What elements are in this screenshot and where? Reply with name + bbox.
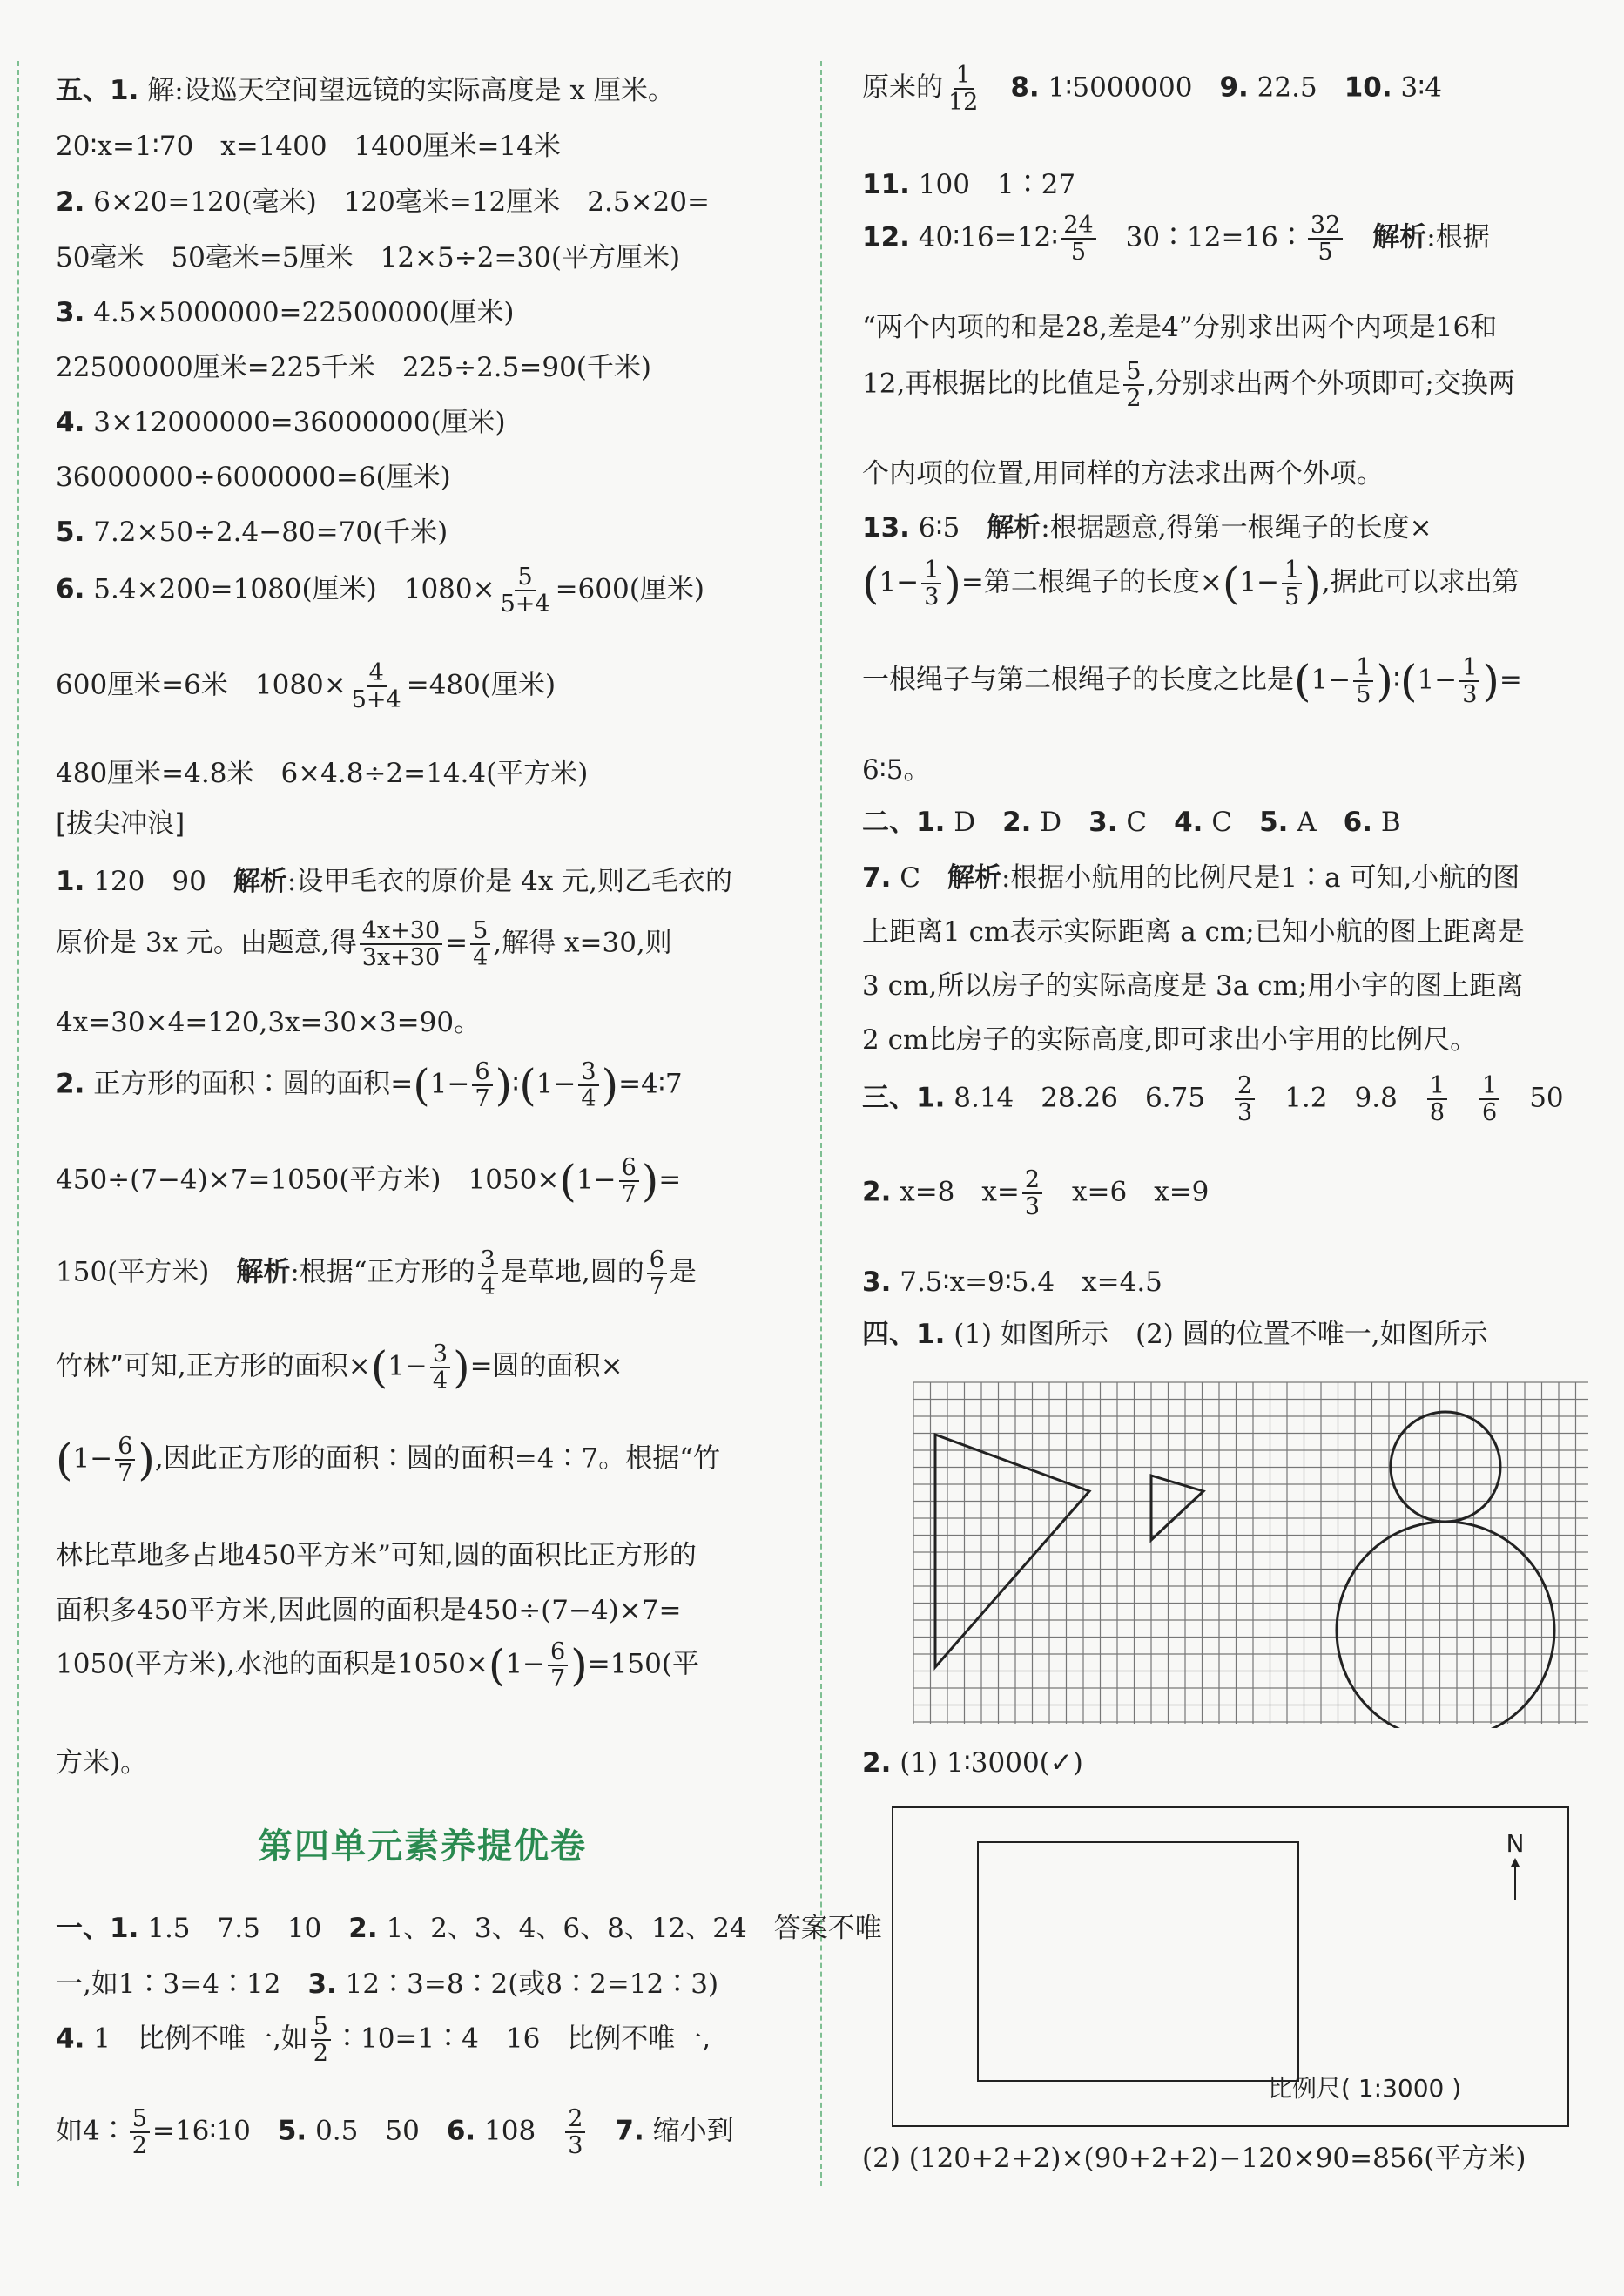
fraction: $\frac{2}{3}$ bbox=[1235, 1073, 1255, 1125]
answer-r-12-line2: “两个内项的和是28,差是4”分别求出两个内项是16和 bbox=[862, 312, 1498, 343]
answer-5-1-line2: 20∶x=1∶70 x=1400 1400厘米=14米 bbox=[56, 131, 561, 162]
fraction: $\frac{6}{7}$ bbox=[647, 1247, 667, 1300]
challenge-2-line6: 林比草地多占地450平方米”可知,圆的面积比正方形的 bbox=[56, 1540, 697, 1571]
fraction: $\frac{1}{3}$ bbox=[921, 557, 941, 610]
north-label: N bbox=[1506, 1829, 1525, 1858]
north-arrow bbox=[1498, 1829, 1533, 1908]
fraction: $\frac{32}{5}$ bbox=[1308, 213, 1343, 265]
unit4-answer-1-5: 如4∶ $\frac{5}{2}$ =16∶10 5. 0.5 50 6. 108 $\frac{2}{3}$ 7. 缩小到 bbox=[56, 2105, 734, 2160]
fraction: $\frac{3}{4}$ bbox=[430, 1341, 450, 1394]
answer-r-12: 12. 40∶16=12∶ $\frac{24}{5}$ 30∶12=16∶ $\frac{32}{5}$ 解析:根据 bbox=[862, 212, 1490, 267]
challenge-2-line4: 竹林”可知,正方形的面积×(1− $\frac{3}{4}$ )=圆的面积× bbox=[56, 1340, 623, 1395]
unit4-answer-1-2: 一,如1∶3=4∶12 3. 12∶3=8∶2(或8∶2=12∶3) bbox=[56, 1968, 719, 2000]
answer-5-2: 2. 6×20=120(毫米) 120毫米=12厘米 2.5×20= bbox=[56, 186, 710, 218]
answer-section-2-7: 7. C 解析:根据小航用的比例尺是1∶a 可知,小航的图 bbox=[862, 862, 1520, 894]
answer-r-13-line3: 一根绳子与第二根绳子的长度之比是(1− $\frac{1}{5}$ )∶(1− $\frac{1}{3}$ )= bbox=[862, 654, 1522, 709]
answer-5-2-line2: 50毫米 50毫米=5厘米 12×5÷2=30(平方厘米) bbox=[56, 242, 681, 273]
section-title-ba-jian-chong-lang: [拔尖冲浪] bbox=[56, 808, 185, 840]
challenge-1-line3: 4x=30×4=120,3x=30×3=90。 bbox=[56, 1007, 482, 1038]
challenge-2-line5: (1− $\frac{6}{7}$ ),因此正方形的面积∶圆的面积=4∶7。根据“竹 bbox=[56, 1433, 721, 1488]
fraction: $\frac{6}{7}$ bbox=[548, 1639, 568, 1692]
fraction: $\frac{2}{3}$ bbox=[1022, 1167, 1042, 1219]
fraction: $\frac{4}{5+4}$ bbox=[351, 659, 401, 714]
answer-5-6-line2: 600厘米=6米 1080× $\frac{4}{5+4}$ =480(厘米) bbox=[56, 659, 556, 714]
unit4-answer-1-4: 4. 1 比例不唯一,如 $\frac{5}{2}$ ∶10=1∶4 16 比例不唯一, bbox=[56, 2013, 711, 2068]
answer-r-13-line4: 6∶5。 bbox=[862, 754, 931, 786]
challenge-2-line3: 150(平方米) 解析:根据“正方形的 $\frac{3}{4}$ 是草地,圆的 $\frac{6}{7}$ 是 bbox=[56, 1246, 697, 1301]
answer-5-6-line3: 480厘米=4.8米 6×4.8÷2=14.4(平方米) bbox=[56, 758, 589, 789]
fraction: $\frac{3}{4}$ bbox=[578, 1059, 598, 1111]
fraction: $\frac{1}{12}$ bbox=[948, 62, 979, 117]
fraction: $\frac{6}{7}$ bbox=[115, 1434, 135, 1486]
challenge-2-line7: 面积多450平方米,因此圆的面积是450÷(7−4)×7= bbox=[56, 1595, 682, 1626]
fraction: $\frac{5}{2}$ bbox=[1123, 359, 1143, 411]
fraction: $\frac{1}{5}$ bbox=[1282, 557, 1302, 610]
fraction: $\frac{2}{3}$ bbox=[565, 2106, 585, 2158]
answer-r-8-10: 原来的 $\frac{1}{12}$ 8. 1∶5000000 9. 22.5 10. 3∶4 bbox=[862, 62, 1442, 117]
answer-section-4-2: 2. (1) 1∶3000(✓) bbox=[862, 1747, 1083, 1779]
fraction: $\frac{5}{2}$ bbox=[311, 2014, 331, 2066]
answer-section-2-7-line4: 2 cm比房子的实际高度,即可求出小宇用的比例尺。 bbox=[862, 1024, 1478, 1056]
answer-r-13: 13. 6∶5 解析:根据题意,得第一根绳子的长度× bbox=[862, 512, 1432, 544]
answer-section-4-1: 四、1. (1) 如图所示 (2) 圆的位置不唯一,如图所示 bbox=[862, 1319, 1488, 1350]
challenge-2-line2: 450÷(7−4)×7=1050(平方米) 1050×(1− $\frac{6}{7}$ )= bbox=[56, 1154, 682, 1209]
fraction: $\frac{3}{4}$ bbox=[478, 1247, 498, 1300]
answer-r-12-line3: 12,再根据比的比值是 $\frac{5}{2}$ ,分别求出两个外项即可;交换两 bbox=[862, 358, 1515, 413]
scale-drawing-frame bbox=[892, 1806, 1569, 2127]
answer-r-13-line2: (1− $\frac{1}{3}$ )=第二根绳子的长度×(1− $\frac{1}{5}$ ),据此可以求出第 bbox=[862, 557, 1520, 611]
grid-figure bbox=[909, 1380, 1597, 1728]
fraction: $\frac{6}{7}$ bbox=[472, 1059, 492, 1111]
answer-r-12-line4: 个内项的位置,用同样的方法求出两个外项。 bbox=[862, 458, 1384, 490]
fraction: $\frac{24}{5}$ bbox=[1061, 213, 1095, 265]
answer-section-3-3: 3. 7.5∶x=9∶5.4 x=4.5 bbox=[862, 1266, 1162, 1298]
scale-drawing-rectangle bbox=[977, 1841, 1299, 2082]
challenge-1-line2: 原价是 3x 元。由题意,得 $\frac{4x+30}{3x+30}$ = $\frac{5}{4}$ ,解得 x=30,则 bbox=[56, 917, 672, 972]
column-divider-middle bbox=[820, 61, 822, 2186]
answer-section-3-2: 2. x=8 x= $\frac{2}{3}$ x=6 x=9 bbox=[862, 1166, 1210, 1221]
answer-section-4-2-part2: (2) (120+2+2)×(90+2+2)−120×90=856(平方米) bbox=[862, 2143, 1526, 2174]
fraction: $\frac{1}{5}$ bbox=[1353, 655, 1373, 707]
answer-5-3-line2: 22500000厘米=225千米 225÷2.5=90(千米) bbox=[56, 352, 651, 383]
arrow-up-icon bbox=[1506, 1858, 1524, 1901]
answer-5-4: 4. 3×12000000=36000000(厘米) bbox=[56, 407, 506, 438]
answer-section-3-1: 三、1. 8.14 28.26 6.75 $\frac{2}{3}$ 1.2 9.8 $\frac{1}{8}$ $\frac{1}{6}$ 50 bbox=[862, 1072, 1564, 1127]
challenge-2-line9: 方米)。 bbox=[56, 1747, 148, 1779]
answer-r-11: 11. 100 1∶27 bbox=[862, 169, 1076, 200]
answer-section-2-7-line2: 上距离1 cm表示实际距离 a cm;已知小航的图上距离是 bbox=[862, 916, 1525, 948]
challenge-2: 2. 正方形的面积∶圆的面积=(1− $\frac{6}{7}$ )∶(1− $\frac{3}{4}$ )=4∶7 bbox=[56, 1058, 683, 1113]
answer-5-5: 5. 7.2×50÷2.4−80=70(千米) bbox=[56, 517, 448, 548]
fraction: $\frac{1}{3}$ bbox=[1459, 655, 1479, 707]
challenge-2-line8: 1050(平方米),水池的面积是1050×(1− $\frac{6}{7}$ )=150(平 bbox=[56, 1638, 699, 1693]
fraction: $\frac{5}{4}$ bbox=[470, 918, 490, 970]
unit-4-title: 第四单元素养提优卷 bbox=[258, 1826, 587, 1867]
fraction: $\frac{1}{8}$ bbox=[1427, 1073, 1447, 1125]
column-divider-left bbox=[17, 61, 19, 2186]
small-triangle bbox=[1151, 1476, 1203, 1540]
scale-label: 比例尺( 1:3000 ) bbox=[1268, 2074, 1462, 2103]
answer-5-6: 6. 5.4×200=1080(厘米) 1080× $\frac{5}{5+4}$ =600(厘米) bbox=[56, 564, 704, 618]
answer-5-1: 五、1. 解:设巡天空间望远镜的实际高度是 x 厘米。 bbox=[56, 75, 675, 106]
answer-section-2: 二、1. D 2. D 3. C 4. C 5. A 6. B bbox=[862, 807, 1401, 838]
unit4-answer-1-1: 一、1. 1.5 7.5 10 2. 1、2、3、4、6、8、12、24 答案不唯 bbox=[56, 1913, 882, 1944]
fraction: $\frac{4x+30}{3x+30}$ bbox=[360, 918, 442, 970]
answer-5-4-line2: 36000000÷6000000=6(厘米) bbox=[56, 462, 451, 493]
fraction: $\frac{5}{2}$ bbox=[130, 2106, 150, 2158]
answer-section-2-7-line3: 3 cm,所以房子的实际高度是 3a cm;用小宇的图上距离 bbox=[862, 970, 1524, 1002]
answer-5-3: 3. 4.5×5000000=22500000(厘米) bbox=[56, 297, 515, 328]
fraction: $\frac{6}{7}$ bbox=[619, 1155, 639, 1207]
fraction: $\frac{5}{5+4}$ bbox=[500, 564, 550, 618]
challenge-1: 1. 120 90 解析:设甲毛衣的原价是 4x 元,则乙毛衣的 bbox=[56, 866, 733, 897]
fraction: $\frac{1}{6}$ bbox=[1479, 1073, 1499, 1125]
